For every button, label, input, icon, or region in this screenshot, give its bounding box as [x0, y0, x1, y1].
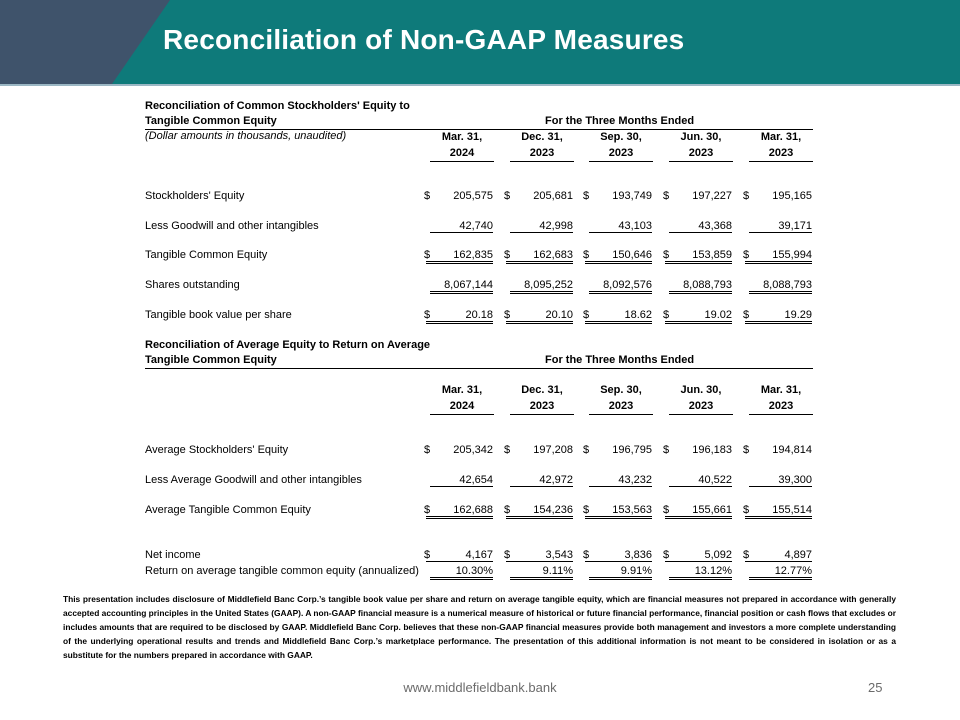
table-cell: 196,795	[612, 444, 652, 456]
row-label: Less Goodwill and other intangibles	[145, 220, 319, 232]
row-label: Shares outstanding	[145, 279, 240, 291]
row-label: Less Average Goodwill and other intangibles	[145, 474, 362, 486]
table-cell: 43,232	[589, 474, 652, 487]
section2-title-line1: Reconciliation of Average Equity to Return on Average	[145, 339, 431, 351]
column-header-year: 2023	[510, 398, 574, 415]
table-cell: 20.10	[506, 309, 573, 324]
table-cell: 42,740	[430, 220, 493, 233]
dollar-sign: $	[743, 549, 750, 561]
dollar-sign: $	[504, 249, 511, 261]
dollar-sign: $	[583, 504, 590, 516]
dollar-sign: $	[663, 190, 670, 202]
table-cell: 8,067,144	[430, 279, 493, 294]
column-header	[510, 382, 574, 415]
table-cell: 20.18	[426, 309, 493, 324]
table-cell: 8,088,793	[749, 279, 812, 294]
section2-header-rule	[145, 368, 813, 369]
row-label: Tangible book value per share	[145, 309, 292, 321]
dollar-sign: $	[743, 249, 750, 261]
section2-period-header: For the Three Months Ended	[545, 354, 695, 366]
table-cell: 12.77%	[749, 565, 812, 580]
table-cell: 5,092	[665, 549, 732, 562]
dollar-sign: $	[504, 504, 511, 516]
table-cell: 162,683	[506, 249, 573, 264]
table-cell: 10.30%	[430, 565, 493, 580]
table-cell: 195,165	[772, 190, 812, 202]
table-cell: 19.29	[745, 309, 812, 324]
non-gaap-disclosure: This presentation includes disclosure of Middlefield Banc Corp.’s tangible book value per share and return on average tangible equity, which are financial measures not prepared in accordance with generally accepted accounting principles in the United States (GAAP). A non-GAAP financial measure is a numerical measure of historical or future financial performance, financial position or cash flows that excludes or includes amounts that are required to be disclosed by GAAP. Middlefield Banc Corp. believes that these non-GAAP financial measures provide both management and investors a more complete understanding of the underlying operational results and trends and Middlefield Banc Corp.’s marketplace performance. The presentation of this additional information is not meant to be considered in isolation or as a substitute for the numbers prepared in accordance with GAAP.	[63, 594, 896, 660]
dollar-sign: $	[424, 444, 431, 456]
dollar-sign: $	[583, 549, 590, 561]
column-header	[430, 382, 494, 415]
column-header-month: Mar. 31,	[760, 131, 802, 143]
row-label: Net income	[145, 549, 201, 561]
table-cell: 196,183	[692, 444, 732, 456]
dollar-sign: $	[663, 504, 670, 516]
section2-title-line2: Tangible Common Equity	[145, 354, 277, 366]
column-header-year: 2024	[430, 145, 494, 162]
column-header-month: Jun. 30,	[680, 131, 722, 143]
column-header	[669, 129, 733, 162]
dollar-sign: $	[743, 309, 750, 321]
column-header-year: 2023	[510, 145, 574, 162]
page-number: 25	[868, 680, 883, 695]
dollar-sign: $	[424, 190, 431, 202]
footer-website: www.middlefieldbank.bank	[403, 680, 557, 695]
table-cell: 42,654	[430, 474, 493, 487]
column-header-month: Mar. 31,	[441, 131, 483, 143]
dollar-sign: $	[424, 249, 431, 261]
column-header-year: 2023	[669, 145, 733, 162]
dollar-sign: $	[743, 504, 750, 516]
column-header-year: 2023	[749, 398, 813, 415]
section1-title-line2: Tangible Common Equity	[145, 115, 277, 127]
dollar-sign: $	[743, 190, 750, 202]
row-label: Average Stockholders' Equity	[145, 444, 289, 456]
dollar-sign: $	[663, 249, 670, 261]
dollar-sign: $	[663, 549, 670, 561]
table-cell: 43,368	[669, 220, 732, 233]
column-header-month: Mar. 31,	[441, 384, 483, 396]
dollar-sign: $	[663, 309, 670, 321]
table-cell: 40,522	[669, 474, 732, 487]
table-cell: 162,835	[426, 249, 493, 264]
section1-title-line1: Reconciliation of Common Stockholders' Equity to	[145, 100, 410, 112]
table-cell: 3,543	[506, 549, 573, 562]
column-header	[510, 129, 574, 162]
table-cell: 39,171	[749, 220, 812, 233]
table-cell: 197,227	[692, 190, 732, 202]
table-cell: 197,208	[533, 444, 573, 456]
column-header-year: 2023	[589, 398, 653, 415]
dollar-sign: $	[424, 504, 431, 516]
section1-unit-note: (Dollar amounts in thousands, unaudited)	[145, 130, 347, 142]
table-cell: 13.12%	[669, 565, 732, 580]
table-cell: 8,095,252	[510, 279, 573, 294]
column-header	[589, 129, 653, 162]
row-label: Tangible Common Equity	[145, 249, 268, 261]
table-cell: 150,646	[585, 249, 652, 264]
column-header-month: Mar. 31,	[760, 384, 802, 396]
column-header-month: Dec. 31,	[521, 131, 563, 143]
column-header	[589, 382, 653, 415]
section1-period-header: For the Three Months Ended	[545, 115, 695, 127]
table-cell: 19.02	[665, 309, 732, 324]
table-cell: 43,103	[589, 220, 652, 233]
dollar-sign: $	[504, 190, 511, 202]
table-cell: 8,088,793	[669, 279, 732, 294]
dollar-sign: $	[504, 549, 511, 561]
table-cell: 162,688	[426, 504, 493, 519]
dollar-sign: $	[583, 190, 590, 202]
table-cell: 155,661	[665, 504, 732, 519]
table-cell: 194,814	[772, 444, 812, 456]
column-header-month: Jun. 30,	[680, 384, 722, 396]
dollar-sign: $	[583, 249, 590, 261]
dollar-sign: $	[504, 309, 511, 321]
table-cell: 205,681	[533, 190, 573, 202]
table-cell: 4,167	[426, 549, 493, 562]
table-cell: 193,749	[612, 190, 652, 202]
table-cell: 39,300	[749, 474, 812, 487]
column-header-year: 2023	[669, 398, 733, 415]
table-cell: 8,092,576	[589, 279, 652, 294]
column-header	[430, 129, 494, 162]
table-cell: 205,575	[453, 190, 493, 202]
row-label: Return on average tangible common equity (annualized)	[145, 565, 419, 577]
dollar-sign: $	[743, 444, 750, 456]
page-title: Reconciliation of Non-GAAP Measures	[163, 24, 685, 55]
column-header-year: 2023	[589, 145, 653, 162]
banner-divider	[0, 84, 960, 86]
dollar-sign: $	[663, 444, 670, 456]
table-cell: 205,342	[453, 444, 493, 456]
dollar-sign: $	[583, 444, 590, 456]
dollar-sign: $	[424, 309, 431, 321]
table-cell: 4,897	[745, 549, 812, 562]
row-label: Stockholders' Equity	[145, 190, 245, 202]
column-header-year: 2024	[430, 398, 494, 415]
table-cell: 155,994	[745, 249, 812, 264]
table-cell: 155,514	[745, 504, 812, 519]
table-cell: 3,836	[585, 549, 652, 562]
column-header-month: Sep. 30,	[600, 131, 642, 143]
column-header-month: Dec. 31,	[521, 384, 563, 396]
dollar-sign: $	[424, 549, 431, 561]
table-cell: 154,236	[506, 504, 573, 519]
table-cell: 18.62	[585, 309, 652, 324]
table-cell: 9.11%	[510, 565, 573, 580]
table-cell: 153,859	[665, 249, 732, 264]
column-header-month: Sep. 30,	[600, 384, 642, 396]
dollar-sign: $	[583, 309, 590, 321]
table-cell: 42,972	[510, 474, 573, 487]
table-cell: 153,563	[585, 504, 652, 519]
column-header-year: 2023	[749, 145, 813, 162]
column-header	[749, 382, 813, 415]
row-label: Average Tangible Common Equity	[145, 504, 311, 516]
column-header	[669, 382, 733, 415]
dollar-sign: $	[504, 444, 511, 456]
table-cell: 42,998	[510, 220, 573, 233]
table-cell: 9.91%	[589, 565, 652, 580]
column-header	[749, 129, 813, 162]
